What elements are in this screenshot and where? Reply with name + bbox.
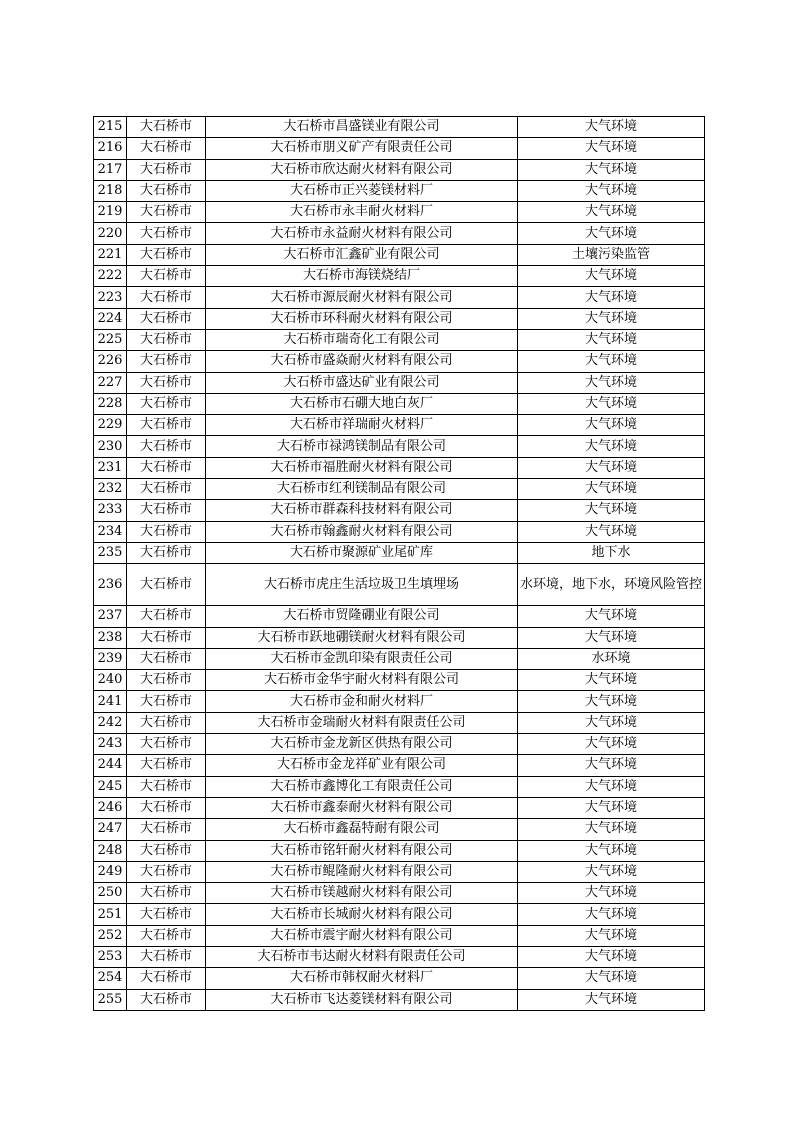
company-name-cell: 大石桥市金凯印染有限责任公司: [206, 648, 518, 669]
serial-number-cell: 245: [94, 776, 127, 797]
city-cell: 大石桥市: [127, 393, 206, 414]
serial-number-cell: 243: [94, 734, 127, 755]
table-row: [94, 712, 705, 733]
serial-number-cell: 217: [94, 159, 127, 180]
company-name-cell: 大石桥市瑞奇化工有限公司: [206, 329, 518, 350]
serial-number-cell: 224: [94, 308, 127, 329]
category-cell: 大气环境: [518, 691, 705, 712]
company-name-cell: 大石桥市鑫泰耐火材料有限公司: [206, 797, 518, 818]
table-row: [94, 606, 705, 627]
company-name-cell: 大石桥市鑫博化工有限责任公司: [206, 776, 518, 797]
table-row: [94, 755, 705, 776]
category-cell: 大气环境: [518, 159, 705, 180]
company-name-cell: 大石桥市震宇耐火材料有限公司: [206, 925, 518, 946]
table-row: [94, 266, 705, 287]
serial-number-cell: 239: [94, 648, 127, 669]
serial-number-cell: 252: [94, 925, 127, 946]
serial-number-cell: 221: [94, 244, 127, 265]
serial-number-cell: 248: [94, 840, 127, 861]
company-name-cell: 大石桥市朋义矿产有限责任公司: [206, 138, 518, 159]
company-name-cell: 大石桥市铭轩耐火材料有限公司: [206, 840, 518, 861]
category-cell: 大气环境: [518, 968, 705, 989]
city-cell: 大石桥市: [127, 329, 206, 350]
category-cell: 大气环境: [518, 287, 705, 308]
category-cell: 大气环境: [518, 372, 705, 393]
city-cell: 大石桥市: [127, 138, 206, 159]
city-cell: 大石桥市: [127, 415, 206, 436]
table-row: [94, 627, 705, 648]
company-name-cell: 大石桥市欣达耐火材料有限公司: [206, 159, 518, 180]
company-name-cell: 大石桥市贸隆硼业有限公司: [206, 606, 518, 627]
serial-number-cell: 244: [94, 755, 127, 776]
city-cell: 大石桥市: [127, 670, 206, 691]
serial-number-cell: 222: [94, 266, 127, 287]
enterprise-table: [93, 116, 705, 1011]
city-cell: 大石桥市: [127, 627, 206, 648]
city-cell: 大石桥市: [127, 223, 206, 244]
company-name-cell: 大石桥市海镁烧结厂: [206, 266, 518, 287]
company-name-cell: 大石桥市金和耐火材料厂: [206, 691, 518, 712]
table-row: [94, 351, 705, 372]
table-row: [94, 861, 705, 882]
company-name-cell: 大石桥市鲲隆耐火材料有限公司: [206, 861, 518, 882]
serial-number-cell: 223: [94, 287, 127, 308]
category-cell: 大气环境: [518, 266, 705, 287]
city-cell: 大石桥市: [127, 457, 206, 478]
category-cell: 大气环境: [518, 840, 705, 861]
company-name-cell: 大石桥市昌盛镁业有限公司: [206, 117, 518, 138]
table-row: [94, 691, 705, 712]
city-cell: 大石桥市: [127, 925, 206, 946]
city-cell: 大石桥市: [127, 159, 206, 180]
serial-number-cell: 253: [94, 946, 127, 967]
category-cell: 大气环境: [518, 904, 705, 925]
serial-number-cell: 242: [94, 712, 127, 733]
serial-number-cell: 232: [94, 479, 127, 500]
serial-number-cell: 241: [94, 691, 127, 712]
company-name-cell: 大石桥市金龙新区供热有限公司: [206, 734, 518, 755]
serial-number-cell: 249: [94, 861, 127, 882]
table-row: [94, 542, 705, 563]
company-name-cell: 大石桥市镁越耐火材料有限公司: [206, 883, 518, 904]
company-name-cell: 大石桥市翰鑫耐火材料有限公司: [206, 521, 518, 542]
table-row: [94, 946, 705, 967]
table-row: [94, 989, 705, 1010]
table-row: [94, 904, 705, 925]
table-row: [94, 415, 705, 436]
table-row: [94, 648, 705, 669]
city-cell: 大石桥市: [127, 840, 206, 861]
category-cell: 大气环境: [518, 329, 705, 350]
table-row: [94, 500, 705, 521]
company-name-cell: 大石桥市金华宇耐火材料有限公司: [206, 670, 518, 691]
city-cell: 大石桥市: [127, 861, 206, 882]
serial-number-cell: 238: [94, 627, 127, 648]
city-cell: 大石桥市: [127, 819, 206, 840]
category-cell: 大气环境: [518, 202, 705, 223]
category-cell: 大气环境: [518, 755, 705, 776]
category-cell: 地下水: [518, 542, 705, 563]
serial-number-cell: 225: [94, 329, 127, 350]
city-cell: 大石桥市: [127, 797, 206, 818]
city-cell: 大石桥市: [127, 989, 206, 1010]
city-cell: 大石桥市: [127, 776, 206, 797]
city-cell: 大石桥市: [127, 180, 206, 201]
table-row: [94, 521, 705, 542]
city-cell: 大石桥市: [127, 500, 206, 521]
company-name-cell: 大石桥市汇鑫矿业有限公司: [206, 244, 518, 265]
table-row: [94, 244, 705, 265]
table-row: [94, 776, 705, 797]
table-body: [94, 117, 705, 1011]
serial-number-cell: 229: [94, 415, 127, 436]
category-cell: 大气环境: [518, 989, 705, 1010]
table-row: [94, 436, 705, 457]
company-name-cell: 大石桥市韩权耐火材料厂: [206, 968, 518, 989]
category-cell: 大气环境: [518, 180, 705, 201]
serial-number-cell: 234: [94, 521, 127, 542]
table-row: [94, 202, 705, 223]
city-cell: 大石桥市: [127, 946, 206, 967]
company-name-cell: 大石桥市金龙祥矿业有限公司: [206, 755, 518, 776]
company-name-cell: 大石桥市红利镁制品有限公司: [206, 479, 518, 500]
category-cell: 大气环境: [518, 393, 705, 414]
serial-number-cell: 230: [94, 436, 127, 457]
category-cell: 大气环境: [518, 436, 705, 457]
city-cell: 大石桥市: [127, 244, 206, 265]
category-cell: 大气环境: [518, 479, 705, 500]
company-name-cell: 大石桥市源辰耐火材料有限公司: [206, 287, 518, 308]
category-cell: 大气环境: [518, 712, 705, 733]
category-cell: 大气环境: [518, 925, 705, 946]
company-name-cell: 大石桥市祥瑞耐火材料厂: [206, 415, 518, 436]
category-cell: 大气环境: [518, 457, 705, 478]
table-row: [94, 138, 705, 159]
table-row: [94, 670, 705, 691]
table-row: [94, 393, 705, 414]
city-cell: 大石桥市: [127, 521, 206, 542]
category-cell: 大气环境: [518, 223, 705, 244]
serial-number-cell: 251: [94, 904, 127, 925]
city-cell: 大石桥市: [127, 904, 206, 925]
serial-number-cell: 231: [94, 457, 127, 478]
city-cell: 大石桥市: [127, 968, 206, 989]
serial-number-cell: 236: [94, 564, 127, 606]
city-cell: 大石桥市: [127, 202, 206, 223]
serial-number-cell: 233: [94, 500, 127, 521]
table-row: [94, 308, 705, 329]
serial-number-cell: 219: [94, 202, 127, 223]
company-name-cell: 大石桥市环科耐火材料有限公司: [206, 308, 518, 329]
category-cell: 大气环境: [518, 606, 705, 627]
city-cell: 大石桥市: [127, 308, 206, 329]
table-row: [94, 287, 705, 308]
serial-number-cell: 237: [94, 606, 127, 627]
table-row: [94, 819, 705, 840]
category-cell: 大气环境: [518, 415, 705, 436]
category-cell: 大气环境: [518, 117, 705, 138]
category-cell: 大气环境: [518, 861, 705, 882]
category-cell: 大气环境: [518, 308, 705, 329]
city-cell: 大石桥市: [127, 648, 206, 669]
company-name-cell: 大石桥市聚源矿业尾矿库: [206, 542, 518, 563]
table-row: [94, 883, 705, 904]
table-row: [94, 479, 705, 500]
city-cell: 大石桥市: [127, 479, 206, 500]
table-row: [94, 372, 705, 393]
company-name-cell: 大石桥市盛焱耐火材料有限公司: [206, 351, 518, 372]
company-name-cell: 大石桥市韦达耐火材料有限责任公司: [206, 946, 518, 967]
category-cell: 大气环境: [518, 734, 705, 755]
table-row: [94, 734, 705, 755]
company-name-cell: 大石桥市飞达菱镁材料有限公司: [206, 989, 518, 1010]
table-row: [94, 797, 705, 818]
serial-number-cell: 246: [94, 797, 127, 818]
city-cell: 大石桥市: [127, 564, 206, 606]
company-name-cell: 大石桥市跃地硼镁耐火材料有限公司: [206, 627, 518, 648]
company-name-cell: 大石桥市长城耐火材料有限公司: [206, 904, 518, 925]
category-cell: 大气环境: [518, 819, 705, 840]
company-name-cell: 大石桥市金瑞耐火材料有限责任公司: [206, 712, 518, 733]
serial-number-cell: 235: [94, 542, 127, 563]
category-cell: 大气环境: [518, 500, 705, 521]
city-cell: 大石桥市: [127, 266, 206, 287]
category-cell: 大气环境: [518, 946, 705, 967]
table-row: [94, 223, 705, 244]
city-cell: 大石桥市: [127, 606, 206, 627]
category-cell: 大气环境: [518, 627, 705, 648]
serial-number-cell: 255: [94, 989, 127, 1010]
company-name-cell: 大石桥市群森科技材料有限公司: [206, 500, 518, 521]
category-cell: 大气环境: [518, 351, 705, 372]
category-cell: 大气环境: [518, 670, 705, 691]
serial-number-cell: 220: [94, 223, 127, 244]
table-row: [94, 180, 705, 201]
table-row: [94, 159, 705, 180]
company-name-cell: 大石桥市禄鸿镁制品有限公司: [206, 436, 518, 457]
city-cell: 大石桥市: [127, 351, 206, 372]
serial-number-cell: 250: [94, 883, 127, 904]
category-cell: 水环境，地下水，环境风险管控: [518, 564, 705, 606]
city-cell: 大石桥市: [127, 372, 206, 393]
serial-number-cell: 227: [94, 372, 127, 393]
city-cell: 大石桥市: [127, 691, 206, 712]
serial-number-cell: 216: [94, 138, 127, 159]
table-row: [94, 329, 705, 350]
city-cell: 大石桥市: [127, 117, 206, 138]
city-cell: 大石桥市: [127, 712, 206, 733]
category-cell: 水环境: [518, 648, 705, 669]
table-row: [94, 117, 705, 138]
table-row: [94, 968, 705, 989]
serial-number-cell: 226: [94, 351, 127, 372]
category-cell: 土壤污染监管: [518, 244, 705, 265]
company-name-cell: 大石桥市鑫磊特耐有限公司: [206, 819, 518, 840]
table-row: [94, 840, 705, 861]
serial-number-cell: 247: [94, 819, 127, 840]
table-row: [94, 564, 705, 606]
company-name-cell: 大石桥市盛达矿业有限公司: [206, 372, 518, 393]
category-cell: 大气环境: [518, 521, 705, 542]
serial-number-cell: 254: [94, 968, 127, 989]
serial-number-cell: 215: [94, 117, 127, 138]
city-cell: 大石桥市: [127, 542, 206, 563]
city-cell: 大石桥市: [127, 883, 206, 904]
company-name-cell: 大石桥市石硼大地白灰厂: [206, 393, 518, 414]
company-name-cell: 大石桥市永丰耐火材料厂: [206, 202, 518, 223]
serial-number-cell: 218: [94, 180, 127, 201]
category-cell: 大气环境: [518, 883, 705, 904]
city-cell: 大石桥市: [127, 287, 206, 308]
serial-number-cell: 228: [94, 393, 127, 414]
city-cell: 大石桥市: [127, 436, 206, 457]
serial-number-cell: 240: [94, 670, 127, 691]
city-cell: 大石桥市: [127, 755, 206, 776]
company-name-cell: 大石桥市正兴菱镁材料厂: [206, 180, 518, 201]
category-cell: 大气环境: [518, 776, 705, 797]
company-name-cell: 大石桥市福胜耐火材料有限公司: [206, 457, 518, 478]
company-name-cell: 大石桥市虎庄生活垃圾卫生填埋场: [206, 564, 518, 606]
company-name-cell: 大石桥市永益耐火材料有限公司: [206, 223, 518, 244]
category-cell: 大气环境: [518, 797, 705, 818]
city-cell: 大石桥市: [127, 734, 206, 755]
category-cell: 大气环境: [518, 138, 705, 159]
table-row: [94, 925, 705, 946]
table-row: [94, 457, 705, 478]
